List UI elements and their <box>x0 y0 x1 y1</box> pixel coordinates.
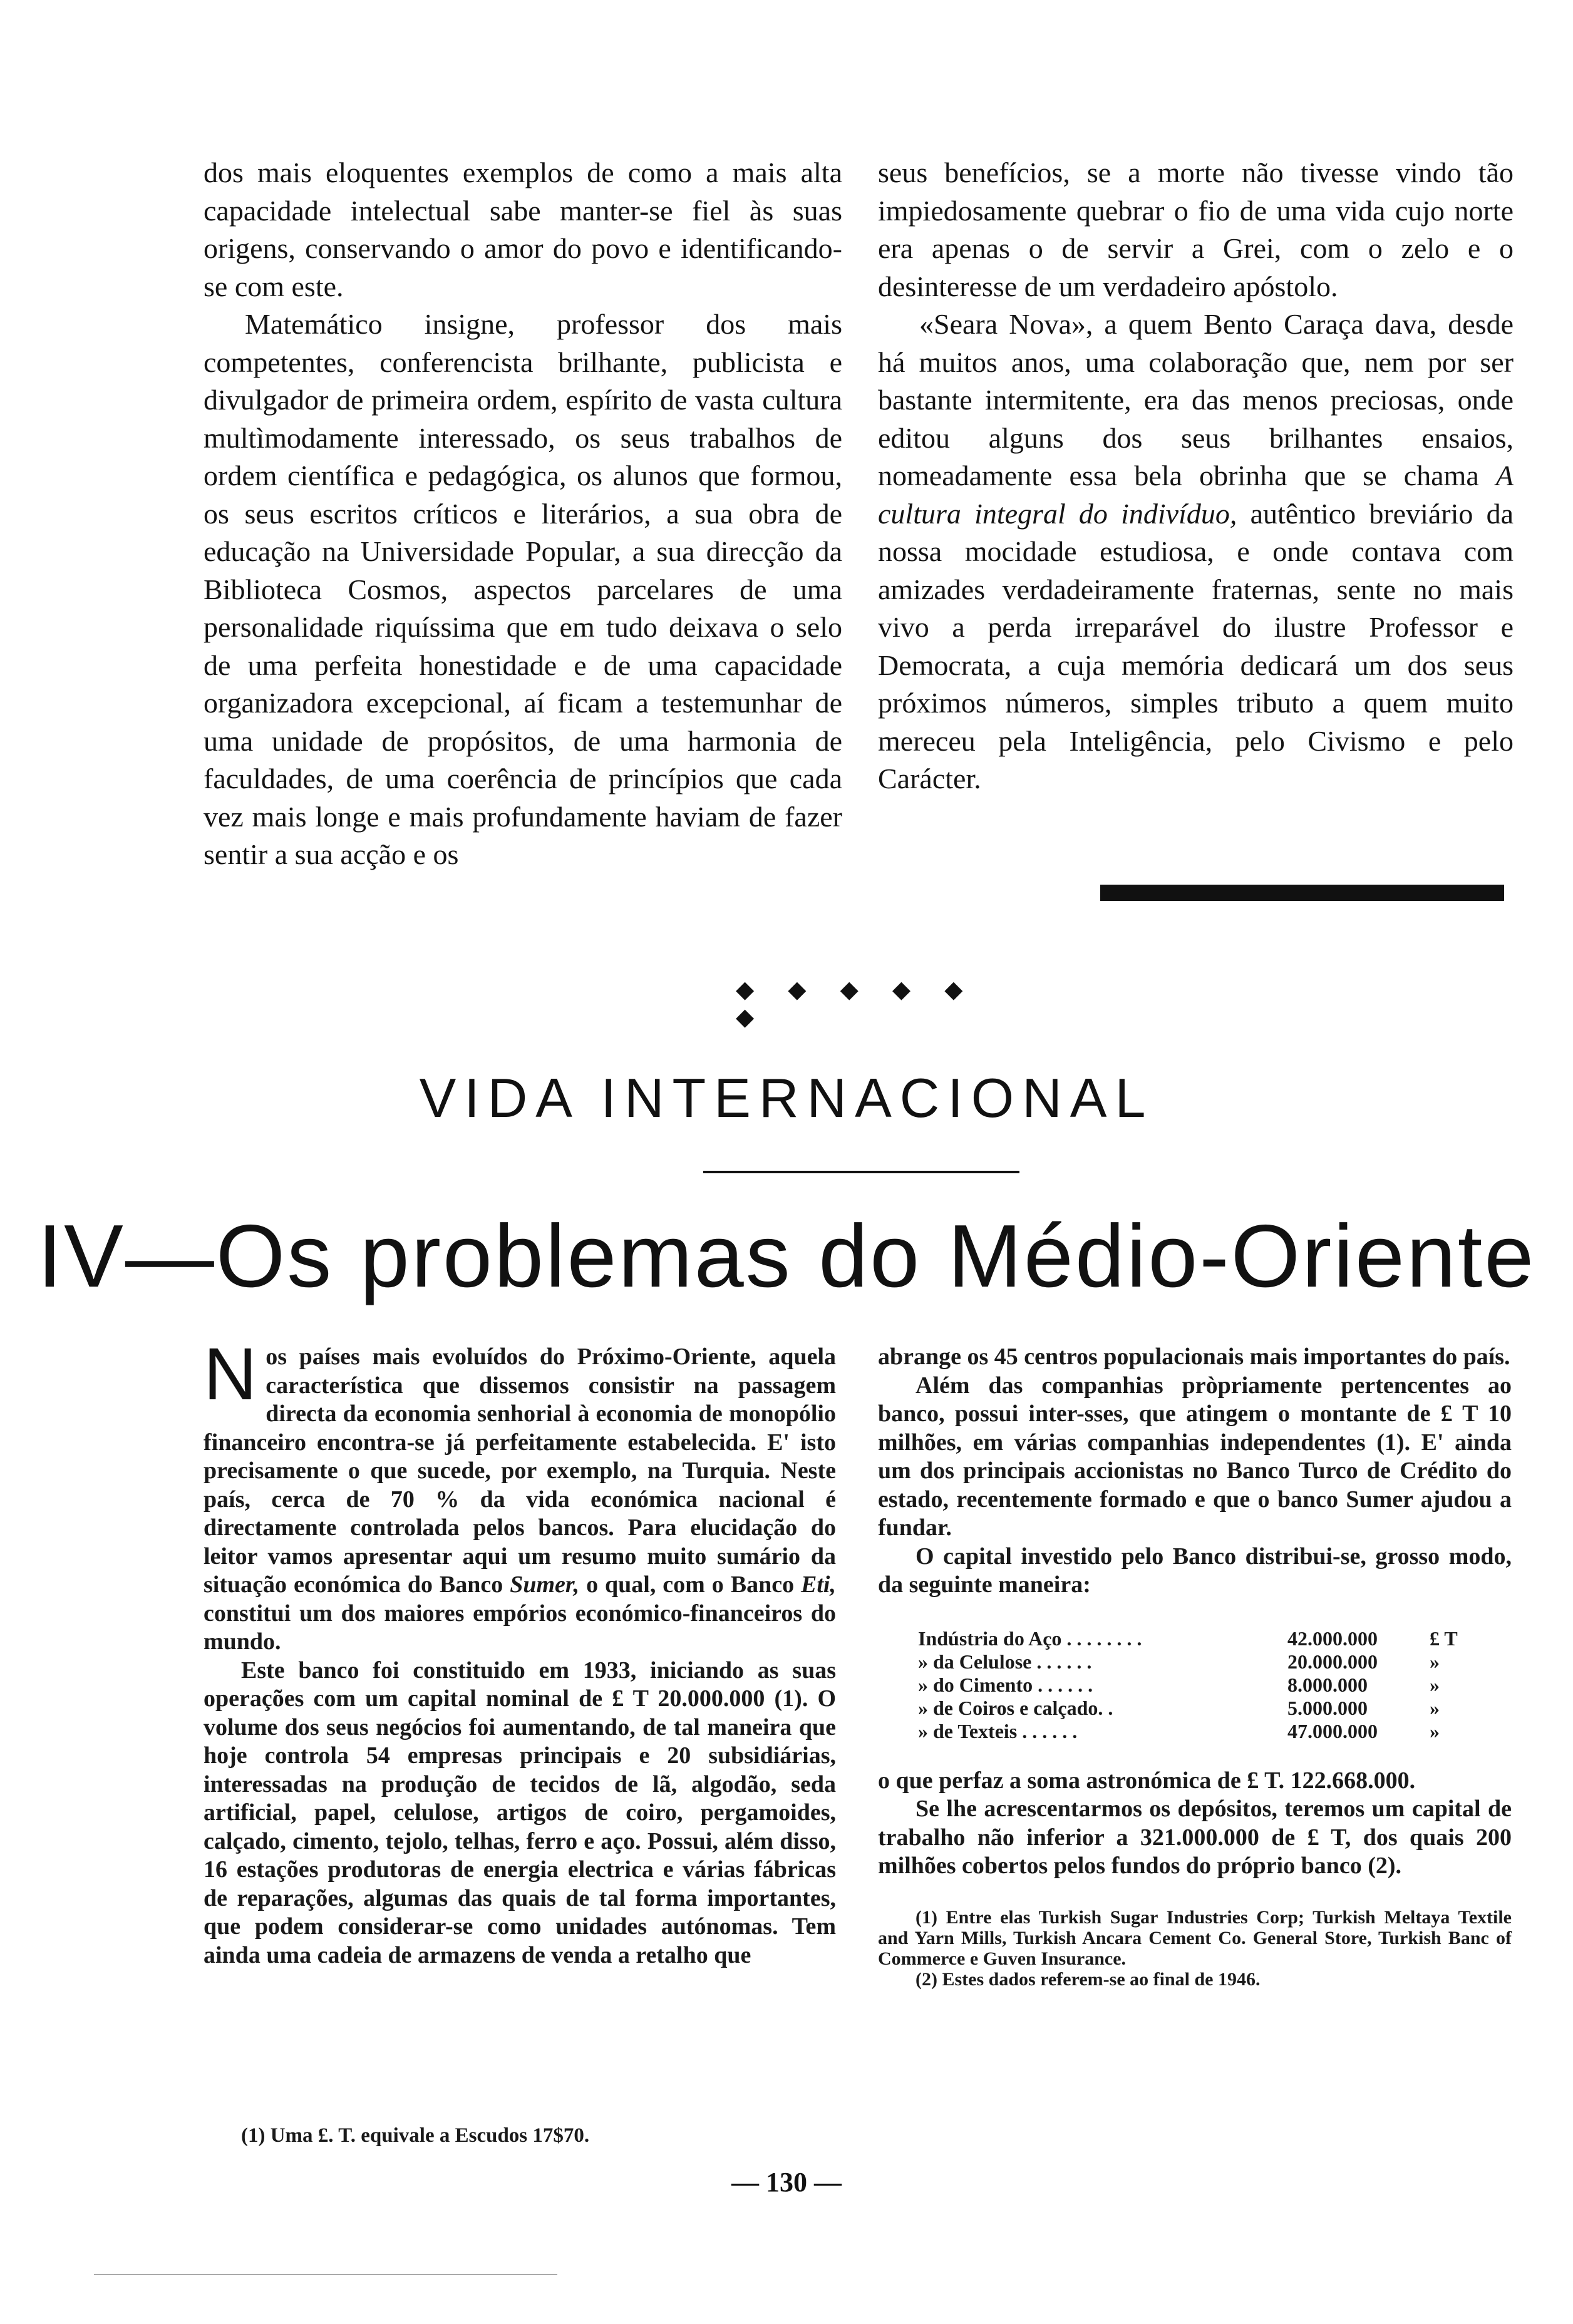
article-title: IV—Os problemas do Médio-Oriente <box>37 1206 1536 1306</box>
paragraph: dos mais eloquentes exemplos de como a mais alta capacidade intelectual sabe manter-se fiel às suas origens, conservando o amor do povo e identificando-se com este. <box>204 157 842 302</box>
amount-cell: 47.000.000 <box>1287 1719 1378 1742</box>
text-run: o qual, com o Banco <box>586 1571 795 1598</box>
table-row <box>918 1697 1480 1720</box>
unit-cell: » <box>1430 1696 1440 1719</box>
text-run: os países mais evoluídos do Próximo-Oriente, aquela característica que dissemos consistir na passagem directa da economia senhorial à economia de monopólio financeiro encontra-se já perfeitamente estabelecida. E' isto precisamente o que sucede, por exemplo, na Turquia. Neste país, cerca de 70 % da vida económica nacional é directamente controlada pelos bancos. Para elucidação do leitor vamos apresentar aqui um resumo muito sumário da situação económica do Banco <box>204 1344 836 1598</box>
table-row <box>918 1720 1480 1743</box>
book-title: A cultura integral do indivíduo, <box>878 460 1514 530</box>
text-run: autêntico breviário da nossa mocidade estudiosa, e onde contava com amizades verdadeiramente fraternas, sente no mais vivo a perda irreparável do ilustre Professor e Democrata, a cuja memória dedicará um dos seus próximos números, simples tributo a quem muito mereceu pela Inteligência, pelo Civismo e pelo Carácter. <box>878 497 1514 794</box>
paragraph: Se lhe acrescentarmos os depósitos, teremos um capital de trabalho não inferior a 321.000.000 de £ T, dos quais 200 milhões cobertos pelos fundos do próprio banco (2). <box>878 1796 1512 1879</box>
capital-distribution-table <box>918 1627 1480 1743</box>
amount-cell: 42.000.000 <box>1287 1627 1378 1650</box>
upper-left-column <box>204 154 842 874</box>
table-row <box>918 1627 1480 1650</box>
paragraph: O capital investido pelo Banco distribui-se, grosso modo, da seguinte maneira: <box>878 1543 1512 1598</box>
end-of-article-rule <box>1100 885 1504 901</box>
sector-cell: » de Coiros e calçado. . <box>918 1696 1113 1719</box>
lower-left-column <box>204 1333 836 1970</box>
paragraph: seus benefícios, se a morte não tivesse vindo tão impiedosamente quebrar o fio de uma vida cujo norte era apenas o de servir a Grei, com o zelo e o desinteresse de um verdadeiro apóstolo. <box>878 157 1514 302</box>
drop-cap: N <box>204 1333 257 1416</box>
footnote: (1) Uma £. T. equivale a Escudos 17$70. <box>241 2124 590 2147</box>
paragraph <box>878 306 1514 798</box>
title-divider <box>703 1171 1019 1173</box>
unit-cell: » <box>1430 1650 1440 1673</box>
footnotes <box>878 1907 1512 1990</box>
footnote: (1) Entre elas Turkish Sugar Industries Corp; Turkish Meltaya Textile and Yarn Mills, Turkish Ancara Cement Co. General Store, Turkish Banc of Commerce e Guven Insurance. <box>878 1906 1512 1969</box>
lower-right-column <box>878 1343 1512 1990</box>
upper-right-column <box>878 154 1514 798</box>
table-row <box>918 1674 1480 1697</box>
sector-cell: » da Celulose . . . . . . <box>918 1650 1092 1673</box>
unit-cell: » <box>1430 1673 1440 1696</box>
amount-cell: 8.000.000 <box>1287 1673 1368 1696</box>
table-row <box>918 1650 1480 1674</box>
sector-cell: » de Texteis . . . . . . <box>918 1719 1078 1742</box>
amount-cell: 20.000.000 <box>1287 1650 1378 1673</box>
paragraph: abrange os 45 centros populacionais mais importantes do país. <box>878 1344 1510 1370</box>
paragraph: Além das companhias pròpriamente pertencentes ao banco, possui inter-sses, que atingem o montante de £ T 10 milhões, em várias companhias independentes (1). E' ainda um dos principais accionistas no Banco Turco de Crédito do estado, recentemente formado e que o banco Sumer ajudou a fundar. <box>878 1372 1512 1541</box>
text-run: constitui um dos maiores empórios económico-financeiros do mundo. <box>204 1600 836 1655</box>
paragraph: Matemático insigne, professor dos mais competentes, conferencista brilhante, publicista e divulgador de primeira ordem, espírito de vasta cultura multìmodamente interessado, os seus trabalhos de ordem científica e pedagógica, os alunos que formou, os seus escritos críticos e literários, a sua obra de educação na Universidade Popular, a sua direcção da Biblioteca Cosmos, aspectos parcelares de uma personalidade riquíssima que em tudo deixava o selo de uma perfeita honestidade e de uma capacidade organizadora excepcional, aí ficam a testemunhar de uma unidade de propósitos, de uma harmonia de faculdades, de uma coerência de princípios que cada vez mais longe e mais profundamente haviam de fazer sentir a sua acção e os <box>204 308 842 870</box>
bank-name: Eti, <box>801 1571 836 1598</box>
unit-cell: » <box>1430 1719 1440 1742</box>
bank-name: Sumer, <box>510 1571 580 1598</box>
paragraph <box>204 1333 836 1657</box>
paragraph: o que perfaz a soma astronómica de £ T. 122.668.000. <box>878 1767 1416 1794</box>
unit-cell: £ T <box>1430 1627 1458 1650</box>
amount-cell: 5.000.000 <box>1287 1696 1368 1719</box>
ornament-separator: ◆ ◆ ◆ ◆ ◆ ◆ <box>736 975 976 1031</box>
page-number: — 130 — <box>731 2167 842 2198</box>
bottom-edge-line <box>94 2274 557 2275</box>
paragraph: Este banco foi constituido em 1933, iniciando as suas operações com um capital nominal de £ T 20.000.000 (1). O volume dos seus negócios foi aumentando, de tal maneira que hoje controla 54 empresas principais e 20 subsidiárias, interessadas na produção de tecidos de lã, algodão, seda artificial, papel, celulose, artigos de coiro, pergamoides, calçado, cimento, tejolo, telhas, ferro e aço. Possui, além disso, 16 estações produtoras de energia electrica e várias fábricas de reparações, algumas das quais de tal forma importantes, que podem considerar-se como unidades autónomas. Tem ainda uma cadeia de armazens de venda a retalho que <box>204 1657 836 1968</box>
sector-cell: » do Cimento . . . . . . <box>918 1673 1093 1696</box>
sector-cell: Indústria do Aço . . . . . . . . <box>918 1627 1142 1650</box>
text-run: «Seara Nova», a quem Bento Caraça dava, desde há muitos anos, uma colaboração que, nem por ser bastante intermitente, era das menos preciosas, onde editou alguns dos seus brilhantes ensaios, nomeadamente essa bela obrinha que se chama <box>878 308 1514 491</box>
footnote: (2) Estes dados referem-se ao final de 1946. <box>915 1968 1261 1990</box>
section-title: VIDA INTERNACIONAL <box>419 1067 1154 1129</box>
